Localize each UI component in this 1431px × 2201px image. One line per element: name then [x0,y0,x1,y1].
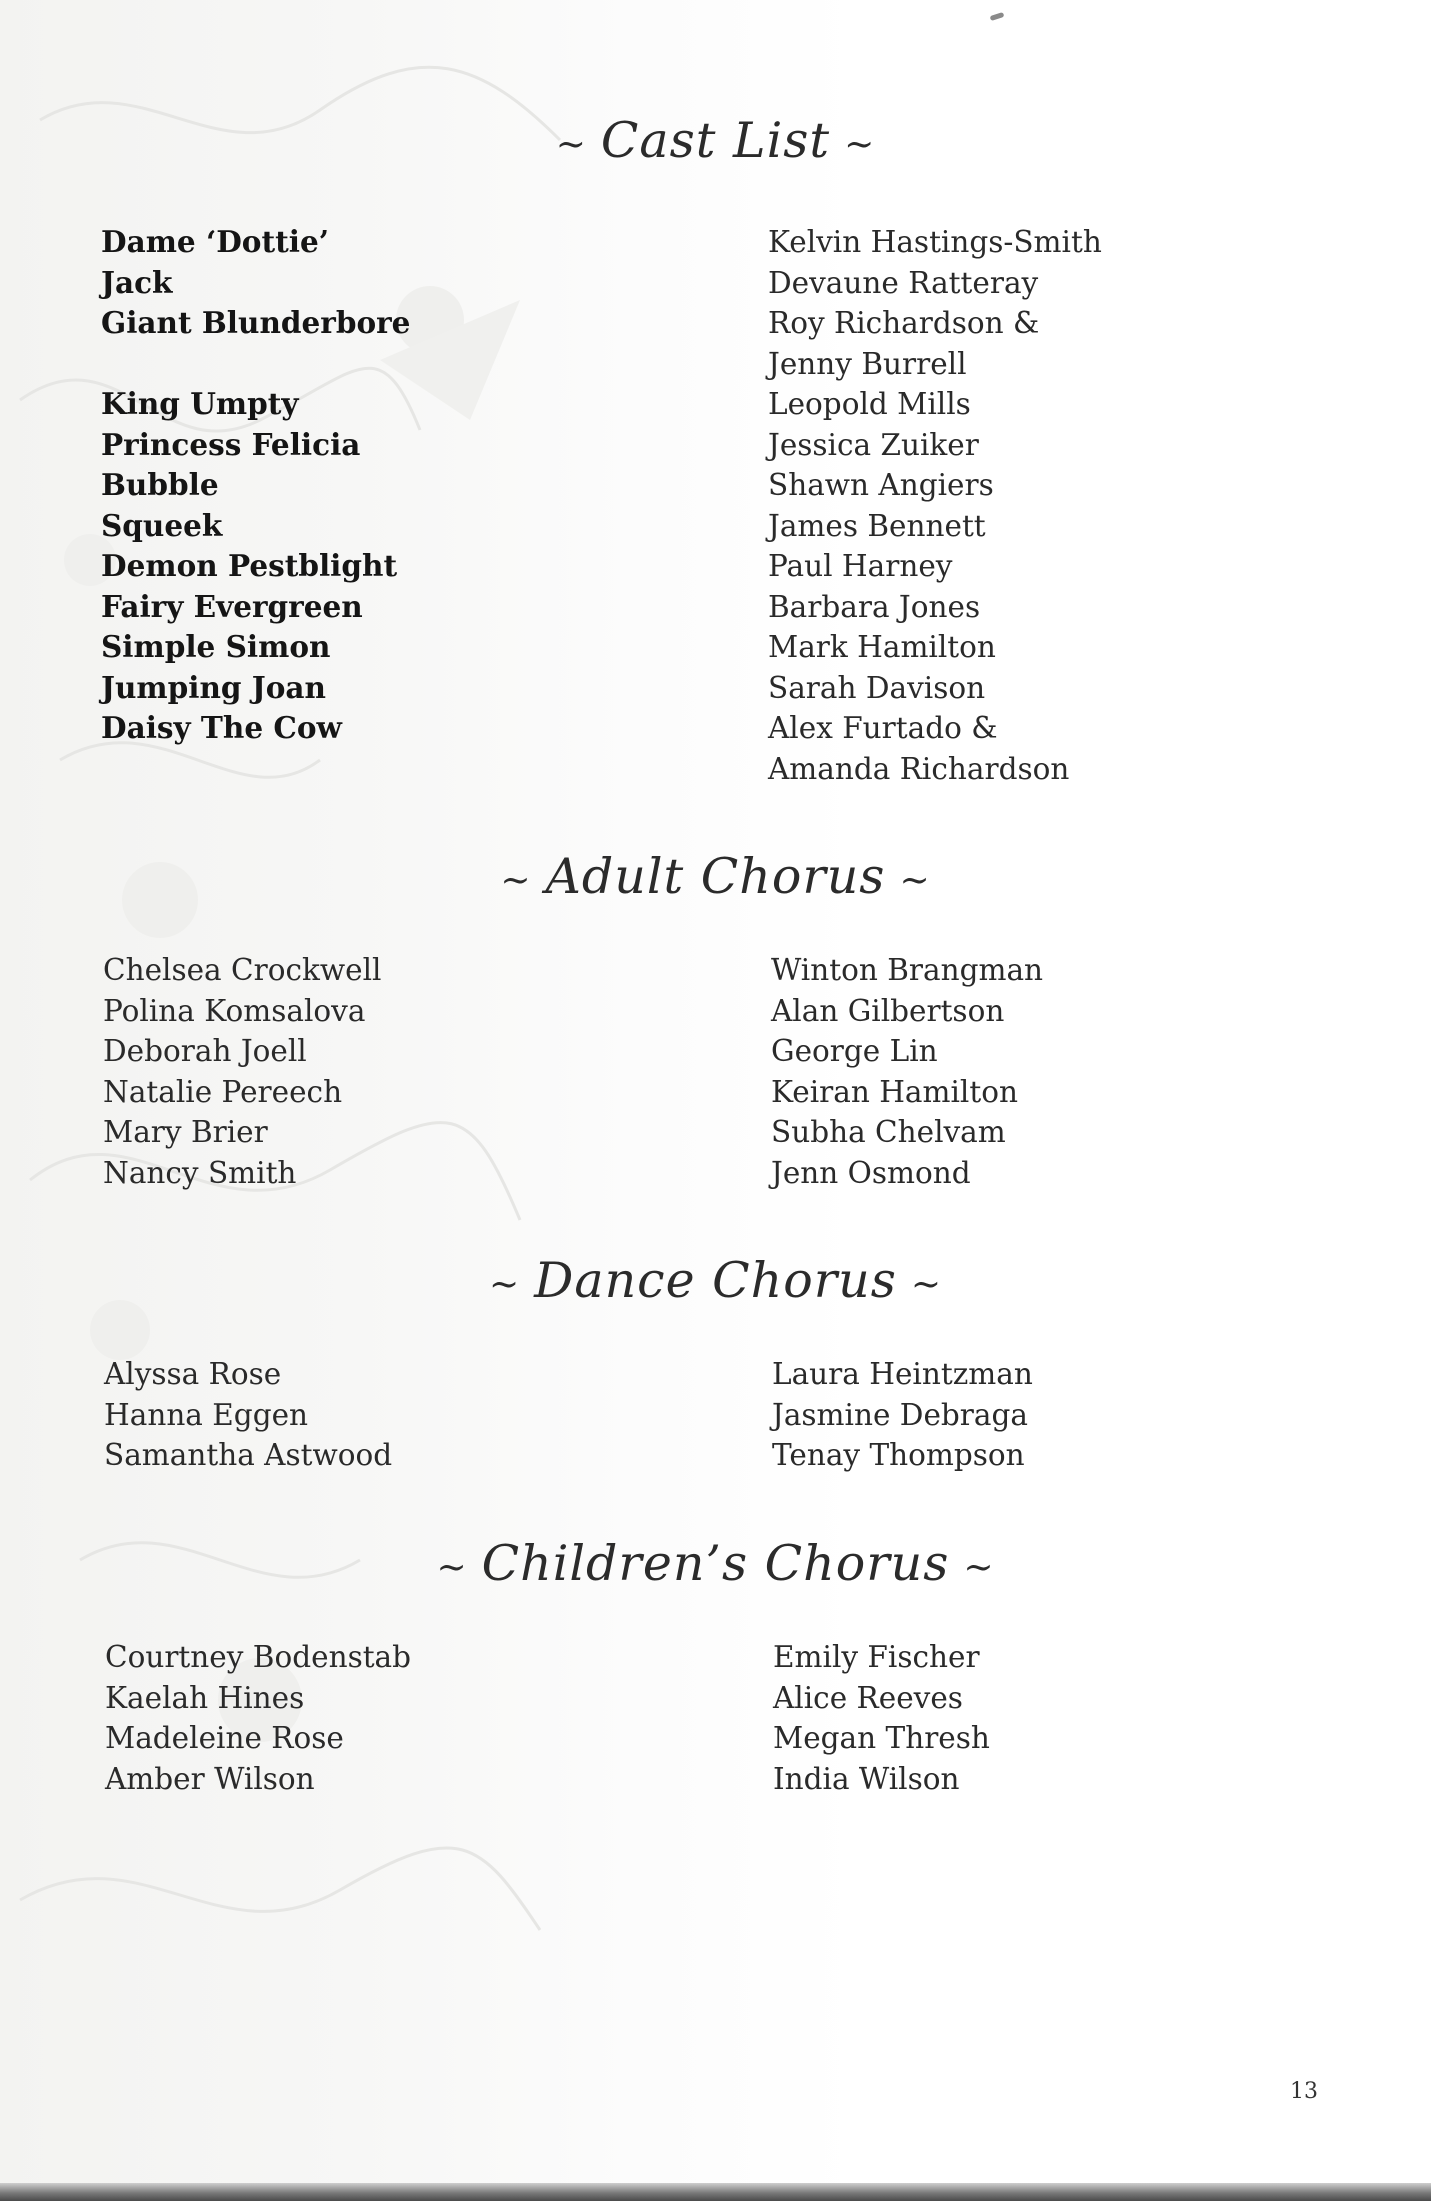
adult-chorus-right-column [771,950,1043,1193]
actor-name: James Bennett [768,508,986,543]
chorus-member: Mary Brier [103,1115,268,1149]
role-name: King Umpty [101,386,299,421]
role-name: Fairy Evergreen [101,588,363,624]
chorus-member: Alyssa Rose [104,1357,282,1391]
cast-list-heading [0,112,1431,169]
chorus-member: Jenn Osmond [771,1155,971,1190]
dance-chorus-heading [0,1252,1431,1309]
actor-name: Kelvin Hastings-Smith [768,225,1102,259]
tilde-ornament: ~ [488,1264,521,1305]
role-name: Dame ‘Dottie’ [101,224,329,259]
actor-name: Leopold Mills [768,387,971,421]
adult-chorus-heading [0,848,1431,905]
cast-list-title: Cast List [600,112,831,169]
childrens-chorus-heading [0,1535,1431,1592]
role-name: Simple Simon [101,629,331,664]
role-name: Daisy The Cow [101,710,342,745]
chorus-member: Natalie Pereech [103,1074,343,1109]
adult-chorus-title: Adult Chorus [545,848,886,905]
actor-name: Barbara Jones [768,589,981,624]
actor-name: Sarah Davison [768,670,986,705]
dance-chorus-right-column [772,1354,1033,1476]
role-name: Giant Blunderbore [101,305,411,340]
cast-roles-column [101,222,410,749]
tilde-ornament: ~ [436,1547,468,1588]
chorus-member: Jasmine Debraga [772,1397,1028,1432]
actor-name: Amanda Richardson [768,751,1070,786]
role-name: Princess Felicia [101,426,361,462]
actor-name: Jessica Zuiker [768,427,979,462]
chorus-member: Samantha Astwood [104,1438,393,1472]
cast-actors-column [768,222,1102,789]
dance-chorus-title: Dance Chorus [534,1252,897,1309]
chorus-member: Polina Komsalova [103,993,366,1028]
chorus-member: Laura Heintzman [772,1357,1033,1391]
chorus-member: Tenay Thompson [772,1438,1025,1472]
actor-name: Jenny Burrell [768,346,967,381]
role-name: Bubble [101,467,219,502]
chorus-member: George Lin [771,1034,938,1068]
tilde-ornament: ~ [899,860,931,901]
role-name: Jumping Joan [101,669,326,705]
chorus-member: Courtney Bodenstab [105,1640,412,1674]
adult-chorus-left-column [103,950,381,1193]
role-name: Demon Pestblight [101,548,398,583]
chorus-member: Alice Reeves [773,1680,963,1715]
childrens-chorus-right-column [773,1637,990,1799]
chorus-member: Kaelah Hines [105,1680,305,1715]
chorus-member: Emily Fischer [773,1640,980,1674]
tilde-ornament: ~ [555,124,587,165]
chorus-member: Keiran Hamilton [771,1074,1018,1109]
tilde-ornament: ~ [963,1547,995,1588]
chorus-member: Subha Chelvam [771,1115,1006,1149]
chorus-member: Hanna Eggen [104,1397,309,1432]
tilde-ornament: ~ [844,124,876,165]
role-spacer [101,344,410,385]
tilde-ornament: ~ [500,860,532,901]
childrens-chorus-left-column [105,1637,411,1799]
actor-name: Shawn Angiers [768,468,994,502]
chorus-member: Nancy Smith [103,1155,297,1190]
chorus-member: India Wilson [773,1761,960,1796]
chorus-member: Chelsea Crockwell [103,953,382,987]
role-name: Squeek [101,507,223,543]
page-number: 13 [1290,2079,1318,2104]
actor-name: Alex Furtado & [768,711,998,745]
actor-name: Devaune Ratteray [768,265,1039,300]
chorus-member: Madeleine Rose [105,1721,344,1755]
tilde-ornament: ~ [910,1264,943,1305]
childrens-chorus-title: Children’s Chorus [481,1535,950,1592]
chorus-member: Deborah Joell [103,1034,307,1068]
scan-bottom-edge [0,2183,1431,2201]
chorus-member: Amber Wilson [105,1761,315,1796]
actor-name: Paul Harney [768,549,953,583]
chorus-member: Alan Gilbertson [771,993,1005,1028]
role-name: Jack [101,264,173,300]
chorus-member: Winton Brangman [771,953,1044,987]
chorus-member: Megan Thresh [773,1721,990,1755]
actor-name: Mark Hamilton [768,630,996,664]
dance-chorus-left-column [104,1354,392,1476]
actor-name: Roy Richardson & [768,306,1040,340]
